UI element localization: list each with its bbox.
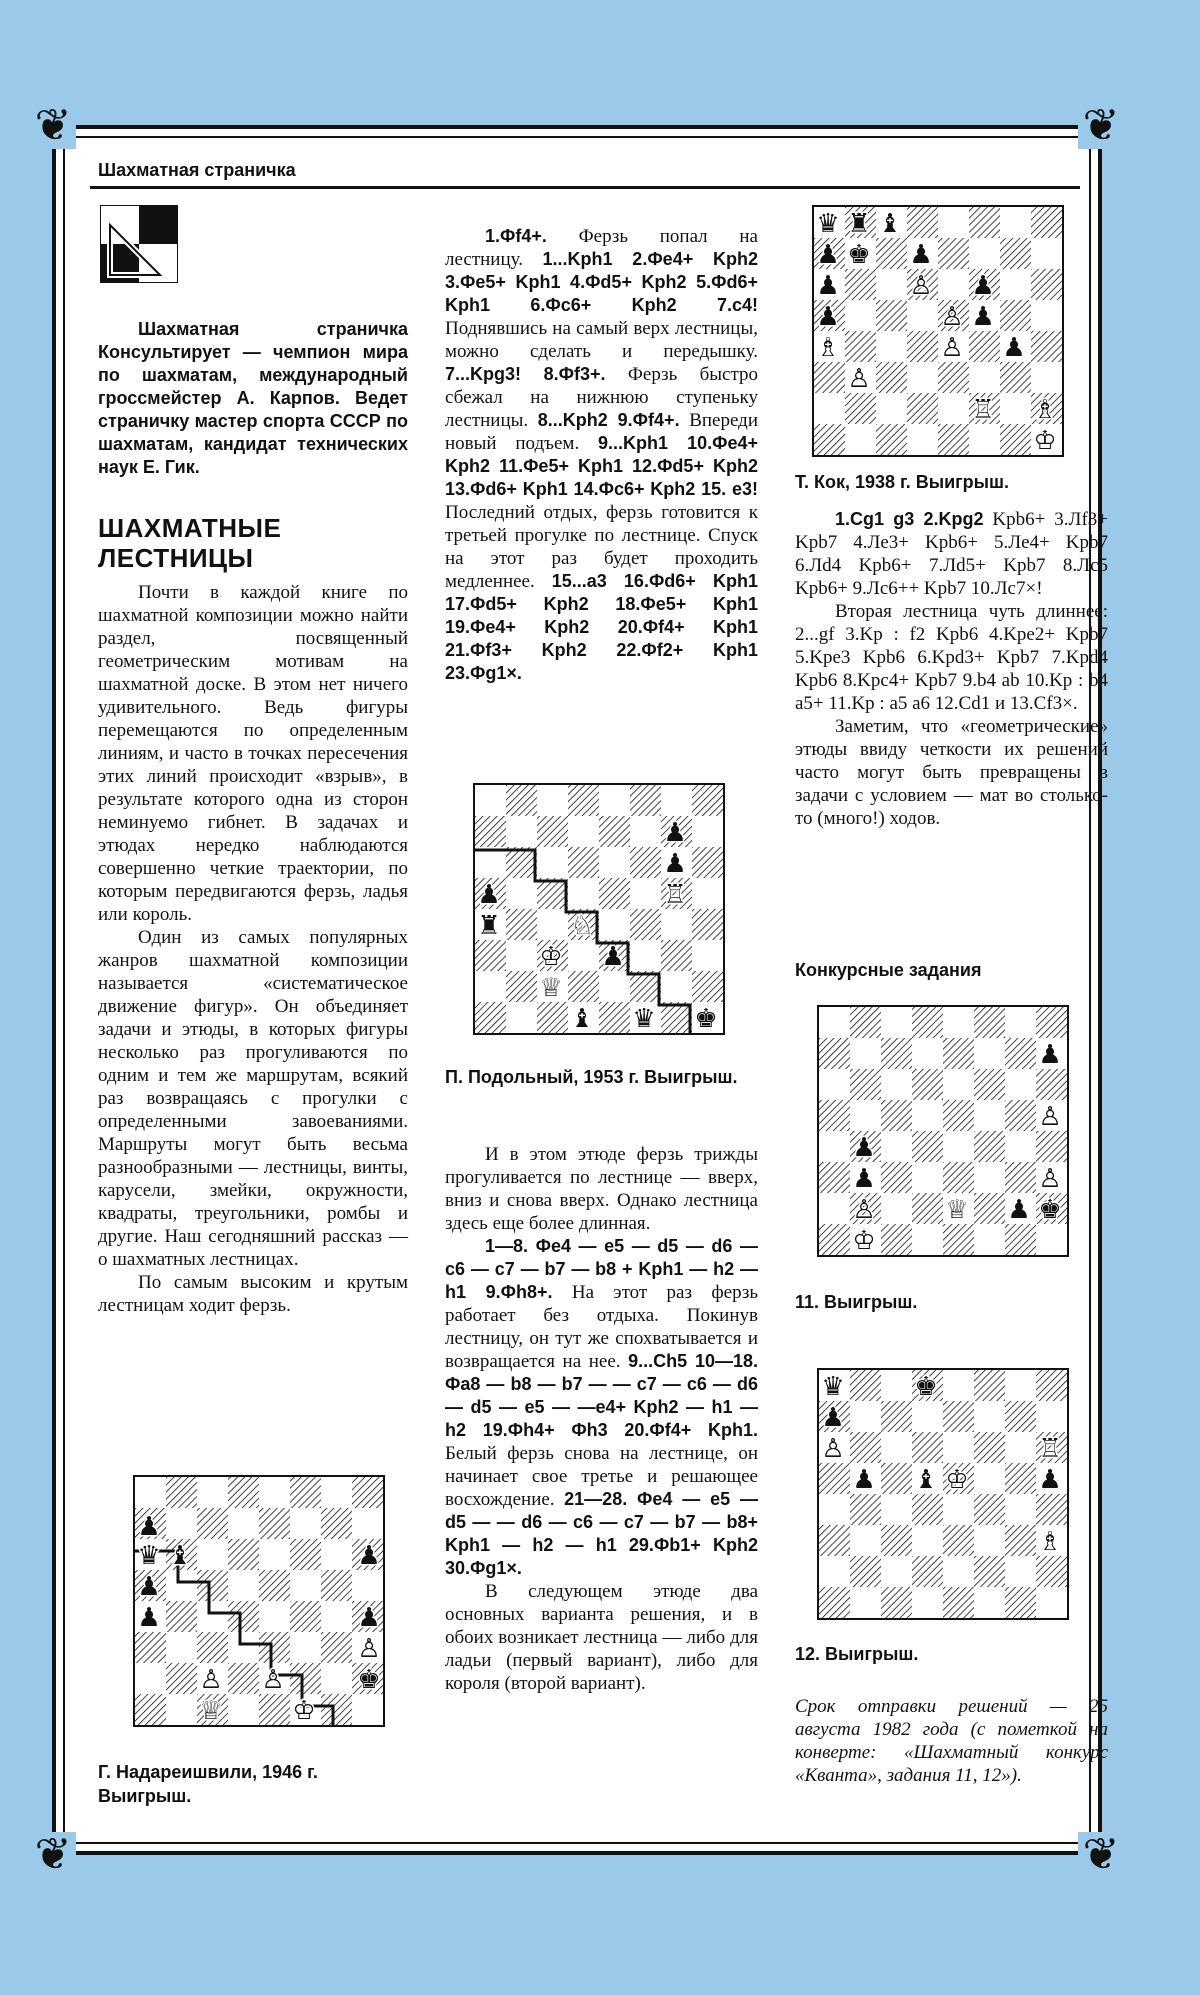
commentary: Ферзь быстро сбежал на нижнюю ступеньку лестницы. (445, 364, 759, 431)
black-pawn-icon: ♟ (821, 1403, 845, 1433)
board-dark-square (228, 1601, 259, 1632)
board-dark-square (850, 1432, 881, 1463)
board-dark-square (974, 1007, 1005, 1038)
board-dark-square (1036, 1370, 1067, 1401)
board-dark-square (630, 909, 661, 940)
board-dark-square (630, 785, 661, 816)
move-notation: 21—28. Фe4 — e5 — d5 — — d6 — c6 — c7 — b7 — b8+ Kph1 — h2 — h1 29.Фb1+ Kph2 30.Фg1×. (445, 1489, 758, 1578)
black-rook-icon: ♜ (847, 209, 871, 239)
black-bishop-icon: ♝ (570, 1004, 594, 1034)
black-king-icon: ♚ (1038, 1195, 1062, 1225)
solution-paragraph: И в этом этюде ферзь трижды прогуливается по лестнице — вверх, вниз и снова вверх. Однако лестница здесь еще более длинная. (445, 1144, 758, 1234)
board-dark-square (814, 362, 845, 393)
board-dark-square (599, 1002, 630, 1033)
white-pawn-icon: ♙ (357, 1634, 381, 1664)
white-pawn-icon: ♙ (199, 1665, 223, 1695)
board-dark-square (974, 1370, 1005, 1401)
board-dark-square (537, 1002, 568, 1033)
board-dark-square (197, 1570, 228, 1601)
black-pawn-icon: ♟ (816, 240, 840, 270)
white-pawn-icon: ♙ (1038, 1164, 1062, 1194)
article-title (98, 513, 408, 573)
board-dark-square (850, 1370, 881, 1401)
board-dark-square (599, 878, 630, 909)
board-dark-square (228, 1539, 259, 1570)
board-dark-square (845, 331, 876, 362)
board-dark-square (166, 1663, 197, 1694)
diagram-5-caption: 12. Выигрыш. (795, 1644, 919, 1664)
white-knight-icon: ♘ (570, 911, 594, 941)
board-dark-square (506, 847, 537, 878)
commentary: Белый ферзь снова на лестнице, он начинает свое третье и решающее восхождение. (445, 1443, 758, 1510)
chess-page-logo-icon (100, 205, 178, 283)
commentary: Kpb6+ 3.Лf3+ Kpb7 4.Лe3+ Kpb6+ 5.Лe4+ Kpb7 6.Лd4 Kpb6+ 7.Лd5+ Kpb7 8.Лc5 Kpb6+ 9.Лc6++ Kpb7 10.Лc7×! (795, 509, 1108, 599)
intro-block (98, 318, 408, 479)
chess-diagram-5 (817, 1368, 1069, 1620)
board-dark-square (881, 1100, 912, 1131)
black-pawn-icon: ♟ (663, 849, 687, 879)
board-dark-square (1005, 1401, 1036, 1432)
black-pawn-icon: ♟ (477, 880, 501, 910)
corner-ornament-icon: ❦ (1078, 103, 1124, 149)
board-dark-square (881, 1463, 912, 1494)
black-pawn-icon: ♟ (816, 271, 840, 301)
commentary: Впереди новый подъем. (445, 410, 758, 454)
board-dark-square (819, 1224, 850, 1255)
board-dark-square (135, 1632, 166, 1663)
board-dark-square (228, 1477, 259, 1508)
board-dark-square (876, 238, 907, 269)
board-dark-square (819, 1587, 850, 1618)
white-pawn-icon: ♙ (821, 1434, 845, 1464)
black-pawn-icon: ♟ (971, 302, 995, 332)
move-notation: 9...Ch5 10—18. Фa8 — b8 — b7 — — c7 — c6 — d6 — d5 — e5 — —e4+ Kph2 — h1 — h2 19.Фh4+ Фh3 20.Фf4+ Kph1. (445, 1351, 758, 1440)
black-pawn-icon: ♟ (663, 818, 687, 848)
move-notation: 1—8. Фe4 — e5 — d5 — d6 — c6 — c7 — b7 — b8 + Kph1 — h2 — h1 9.Фh8+. (445, 1236, 758, 1302)
chess-diagram-4 (817, 1005, 1069, 1257)
board-dark-square (1005, 1224, 1036, 1255)
board-dark-square (197, 1508, 228, 1539)
board-dark-square (881, 1162, 912, 1193)
black-pawn-icon: ♟ (971, 271, 995, 301)
solution-paragraph: Вторая лестница чуть длиннее: 2...gf 3.Kp : f2 Kpb6 4.Kpe2+ Kpb7 5.Kpe3 Kpb6 6.Kpd3+ Kpb7 7.Kpd4 Kpb6 8.Kpc4+ Kpb7 9.b4 ab 10.Kp : b4 a5+ 11.Kp : a5 a6 12.Cd1 и 13.Cf3×. (795, 601, 1108, 714)
board-dark-square (881, 1038, 912, 1069)
board-dark-square (969, 207, 1000, 238)
board-dark-square (969, 331, 1000, 362)
corner-ornament-icon: ❦ (30, 1832, 76, 1878)
white-bishop-icon: ♗ (1033, 395, 1057, 425)
board-dark-square (197, 1632, 228, 1663)
diagram-1-caption: Г. Надареишвили, 1946 г. Выигрыш. (98, 1762, 318, 1806)
board-dark-square (259, 1570, 290, 1601)
article-paragraph: Один из самых популярных жанров шахматной композиции называется «систематическое движение фигур». Он объединяет задачи и этюды, в которых фигуры несколько раз прогуливаются по одним и тем же маршрутам, всякий раз возвращаясь с прогулки с определенными завоеваниями. Маршруты могут быть весьма разнообразными — лестницы, винты, карусели, змейки, окружности, квадраты, треугольники, ромбы и другие. Наш сегодняшний рассказ — о шахматных лестницах. (98, 927, 408, 1270)
black-pawn-icon: ♟ (1007, 1195, 1031, 1225)
board-dark-square (938, 424, 969, 455)
board-dark-square (974, 1494, 1005, 1525)
contest-heading: Конкурсные задания (795, 960, 982, 980)
white-rook-icon: ♖ (1038, 1434, 1062, 1464)
board-dark-square (259, 1508, 290, 1539)
white-rook-icon: ♖ (971, 395, 995, 425)
white-king-icon: ♔ (539, 942, 563, 972)
board-dark-square (814, 424, 845, 455)
board-dark-square (568, 847, 599, 878)
board-dark-square (819, 1162, 850, 1193)
board-dark-square (321, 1508, 352, 1539)
black-pawn-icon: ♟ (601, 942, 625, 972)
move-notation: 9...Kph1 10.Фe4+ Kph2 11.Фe5+ Kph1 12.Фd5+ Kph2 13.Фd6+ Kph1 14.Фc6+ Kph2 15. e3! (445, 433, 758, 499)
board-dark-square (850, 1556, 881, 1587)
board-dark-square (876, 424, 907, 455)
board-dark-square (881, 1401, 912, 1432)
column-2-lower (445, 1143, 758, 1695)
board-dark-square (290, 1477, 321, 1508)
white-rook-icon: ♖ (663, 880, 687, 910)
white-king-icon: ♔ (292, 1696, 316, 1726)
board-dark-square (228, 1663, 259, 1694)
board-dark-square (850, 1007, 881, 1038)
corner-ornament-icon: ❦ (30, 103, 76, 149)
board-dark-square (568, 785, 599, 816)
board-dark-square (1031, 331, 1062, 362)
black-pawn-icon: ♟ (137, 1603, 161, 1633)
chess-diagram-2 (473, 783, 725, 1035)
white-bishop-icon: ♗ (816, 333, 840, 363)
white-pawn-icon: ♙ (1038, 1102, 1062, 1132)
board-dark-square (819, 1100, 850, 1131)
board-dark-square (290, 1601, 321, 1632)
black-pawn-icon: ♟ (909, 240, 933, 270)
black-pawn-icon: ♟ (852, 1465, 876, 1495)
board-dark-square (850, 1069, 881, 1100)
black-pawn-icon: ♟ (852, 1133, 876, 1163)
black-queen-icon: ♛ (632, 1004, 656, 1034)
chess-diagram-1 (133, 1475, 385, 1727)
board-dark-square (907, 393, 938, 424)
board-dark-square (1036, 1556, 1067, 1587)
board-dark-square (259, 1632, 290, 1663)
board-dark-square (1000, 300, 1031, 331)
column-3 (795, 508, 1108, 830)
board-dark-square (537, 816, 568, 847)
move-notation: 1...Kph1 2.Фe4+ Kph2 3.Фe5+ Kph1 4.Фd5+ Kph2 5.Фd6+ Kph1 6.Фc6+ Kph2 7.c4! (445, 249, 758, 315)
black-pawn-icon: ♟ (1002, 333, 1026, 363)
board-dark-square (692, 785, 723, 816)
column-1 (98, 318, 408, 1317)
board-dark-square (938, 362, 969, 393)
board-dark-square (912, 1556, 943, 1587)
board-dark-square (475, 816, 506, 847)
board-dark-square (1005, 1587, 1036, 1618)
board-dark-square (352, 1477, 383, 1508)
black-king-icon: ♚ (914, 1372, 938, 1402)
board-dark-square (938, 238, 969, 269)
board-dark-square (974, 1193, 1005, 1224)
board-dark-square (943, 1587, 974, 1618)
white-pawn-icon: ♙ (852, 1195, 876, 1225)
board-dark-square (1036, 1007, 1067, 1038)
board-dark-square (290, 1663, 321, 1694)
board-dark-square (974, 1069, 1005, 1100)
board-dark-square (135, 1694, 166, 1725)
black-pawn-icon: ♟ (816, 302, 840, 332)
move-notation: 15...a3 16.Фd6+ Kph1 17.Фd5+ Kph2 18.Фe5+ Kph1 19.Фe4+ Kph2 20.Фf4+ Kph1 21.Фf3+ Kph2 22.Фf2+ Kph1 23.Фg1×. (445, 571, 759, 683)
white-king-icon: ♔ (852, 1226, 876, 1256)
board-dark-square (1000, 424, 1031, 455)
black-pawn-icon: ♟ (1038, 1465, 1062, 1495)
board-dark-square (692, 971, 723, 1002)
board-dark-square (912, 1131, 943, 1162)
board-dark-square (819, 1463, 850, 1494)
board-dark-square (599, 816, 630, 847)
black-pawn-icon: ♟ (137, 1512, 161, 1542)
corner-ornament-icon: ❦ (1078, 1832, 1124, 1878)
solution-paragraph (445, 1235, 758, 1580)
board-dark-square (907, 207, 938, 238)
white-queen-icon: ♕ (539, 973, 563, 1003)
board-dark-square (881, 1224, 912, 1255)
black-rook-icon: ♜ (477, 911, 501, 941)
solution-paragraph (445, 225, 758, 685)
board-dark-square (943, 1162, 974, 1193)
board-dark-square (1005, 1100, 1036, 1131)
board-dark-square (943, 1038, 974, 1069)
board-dark-square (259, 1694, 290, 1725)
board-dark-square (630, 971, 661, 1002)
section-title: Шахматная страничка (98, 160, 296, 180)
solution-paragraph: Заметим, что «геометрические» этюды ввиду четкости их решений часто могут быть превращены в задачи с условием — мат во столько-то (много!) ходов. (795, 716, 1108, 829)
board-dark-square (876, 362, 907, 393)
board-dark-square (692, 909, 723, 940)
article-title-line-1: ШАХМАТНЫЕ (98, 513, 282, 543)
move-notation: 1.Фf4+. (485, 226, 547, 246)
board-dark-square (912, 1193, 943, 1224)
deadline-text: Срок отправки решений — 25 августа 1982 года (с пометкой на конверте: «Шахматный конкурс «Кванта», задания 11, 12»). (795, 1696, 1108, 1786)
board-dark-square (974, 1556, 1005, 1587)
chess-diagram-3 (812, 205, 1064, 457)
commentary: Последний отдых, ферзь готовится к третьей прогулке по лестнице. Спуск на этот раз будет проходить медленнее. (445, 502, 758, 592)
board-dark-square (912, 1494, 943, 1525)
move-notation: 8...Kph2 9.Фf4+. (537, 410, 680, 430)
black-king-icon: ♚ (847, 240, 871, 270)
board-dark-square (819, 1525, 850, 1556)
board-dark-square (943, 1100, 974, 1131)
white-pawn-icon: ♙ (940, 333, 964, 363)
diagram-3-caption: Т. Кок, 1938 г. Выигрыш. (795, 472, 1010, 492)
board-dark-square (506, 971, 537, 1002)
board-dark-square (661, 1002, 692, 1033)
black-queen-icon: ♛ (816, 209, 840, 239)
board-dark-square (943, 1525, 974, 1556)
board-dark-square (630, 847, 661, 878)
board-dark-square (321, 1570, 352, 1601)
board-dark-square (881, 1587, 912, 1618)
solution-paragraph (795, 508, 1108, 600)
white-bishop-icon: ♗ (1038, 1527, 1062, 1557)
board-dark-square (943, 1401, 974, 1432)
black-queen-icon: ♛ (137, 1541, 161, 1571)
board-dark-square (1005, 1525, 1036, 1556)
black-king-icon: ♚ (357, 1665, 381, 1695)
article-paragraph: Почти в каждой книге по шахматной композиции можно найти раздел, посвященный геометрическим мотивам на шахматной доске. В этом нет ничего удивительного. Ведь фигуры перемещаются по определенным линиям, и часто в точках пересечения этих линий происходит «взрыв», в результате которого одна из сторон неминуемо гибнет. В задачах и этюдах нередко наблюдаются совершенно четкие траектории, по которым передвигаются ферзь, ладья или король. (98, 582, 408, 925)
header-divider (90, 186, 1080, 189)
board-dark-square (912, 1069, 943, 1100)
column-2 (445, 225, 758, 685)
board-dark-square (290, 1539, 321, 1570)
commentary: Поднявшись на самый верх лестницы, можно сделать и передышку. (445, 318, 758, 362)
black-pawn-icon: ♟ (1038, 1040, 1062, 1070)
board-dark-square (506, 785, 537, 816)
board-dark-square (974, 1131, 1005, 1162)
black-bishop-icon: ♝ (878, 209, 902, 239)
white-pawn-icon: ♙ (940, 302, 964, 332)
white-pawn-icon: ♙ (261, 1665, 285, 1695)
black-king-icon: ♚ (694, 1004, 718, 1034)
black-pawn-icon: ♟ (137, 1572, 161, 1602)
board-dark-square (1005, 1162, 1036, 1193)
board-dark-square (1036, 1494, 1067, 1525)
white-queen-icon: ♕ (945, 1195, 969, 1225)
commentary: Ферзь попал на лестницу. (445, 226, 758, 270)
board-dark-square (692, 847, 723, 878)
black-bishop-icon: ♝ (168, 1541, 192, 1571)
board-dark-square (845, 393, 876, 424)
board-dark-square (475, 1002, 506, 1033)
deadline-note (795, 1695, 1108, 1787)
board-dark-square (537, 878, 568, 909)
white-king-icon: ♔ (945, 1465, 969, 1495)
board-dark-square (321, 1632, 352, 1663)
board-dark-square (166, 1601, 197, 1632)
white-king-icon: ♔ (1033, 426, 1057, 456)
diagram-2-caption: П. Подольный, 1953 г. Выигрыш. (445, 1067, 738, 1087)
board-dark-square (943, 1224, 974, 1255)
board-dark-square (321, 1694, 352, 1725)
article-paragraph: По самым высоким и крутым лестницам ходит ферзь. (98, 1272, 408, 1316)
board-dark-square (876, 300, 907, 331)
white-queen-icon: ♕ (199, 1696, 223, 1726)
board-dark-square (1005, 1463, 1036, 1494)
board-dark-square (1031, 207, 1062, 238)
board-dark-square (845, 269, 876, 300)
solution-paragraph: В следующем этюде два основных варианта решения, и в обоих возникает лестница — либо для ладьи (первый вариант), либо для короля (второй вариант). (445, 1581, 758, 1694)
intro-lead: Шахматная страничка (138, 319, 408, 339)
board-dark-square (1036, 1131, 1067, 1162)
black-pawn-icon: ♟ (357, 1603, 381, 1633)
board-dark-square (1000, 362, 1031, 393)
board-dark-square (475, 940, 506, 971)
article-title-line-2: ЛЕСТНИЦЫ (98, 543, 254, 573)
board-dark-square (166, 1477, 197, 1508)
move-notation: 1.Cg1 g3 2.Kpg2 (835, 509, 984, 529)
board-dark-square (661, 940, 692, 971)
board-dark-square (1000, 238, 1031, 269)
black-queen-icon: ♛ (821, 1372, 845, 1402)
black-bishop-icon: ♝ (914, 1465, 938, 1495)
board-dark-square (506, 909, 537, 940)
board-dark-square (974, 1432, 1005, 1463)
white-pawn-icon: ♙ (847, 364, 871, 394)
board-dark-square (1031, 269, 1062, 300)
move-notation: 7...Kpg3! 8.Фf3+. (445, 364, 606, 384)
board-dark-square (850, 1494, 881, 1525)
commentary: На этот раз ферзь работает без отдыха. Покинув лестницу, он тут же спохватывается и возвращается на нее. (445, 1282, 759, 1372)
board-dark-square (907, 331, 938, 362)
diagram-4-caption: 11. Выигрыш. (795, 1292, 918, 1312)
board-dark-square (1036, 1069, 1067, 1100)
board-dark-square (568, 971, 599, 1002)
board-dark-square (819, 1038, 850, 1069)
board-dark-square (881, 1525, 912, 1556)
board-dark-square (912, 1432, 943, 1463)
board-dark-square (1005, 1038, 1036, 1069)
board-dark-square (912, 1007, 943, 1038)
white-pawn-icon: ♙ (909, 271, 933, 301)
intro-text: Консультирует — чемпион мира по шахматам, международный гроссмейстер А. Карпов. Ведет страничку мастер спорта СССР по шахматам, кандидат технических наук Е. Гик. (98, 342, 408, 477)
black-pawn-icon: ♟ (852, 1164, 876, 1194)
black-pawn-icon: ♟ (357, 1541, 381, 1571)
